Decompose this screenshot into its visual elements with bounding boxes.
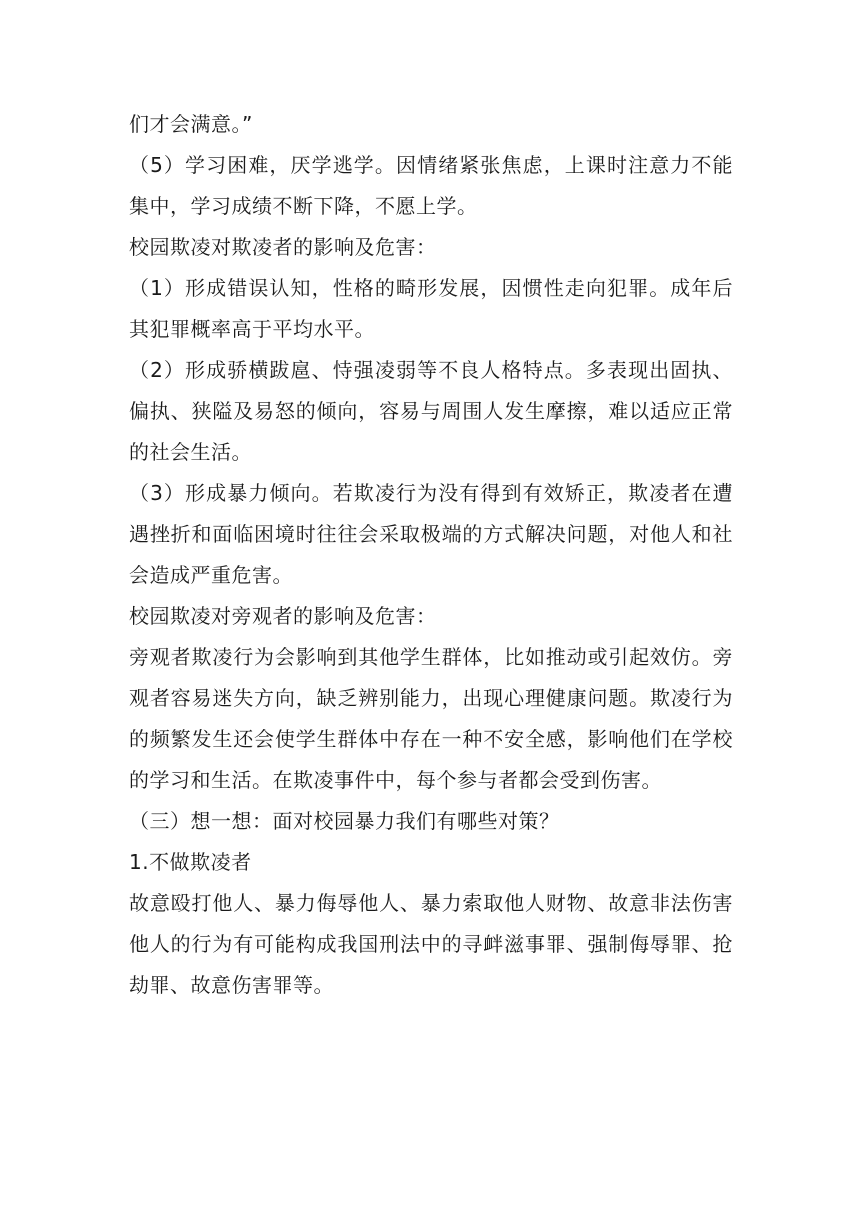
paragraph-bystander-impact: 旁观者欺凌行为会影响到其他学生群体，比如推动或引起效仿。旁观者容易迷失方向，缺乏辨别能力，出现心理健康问题。欺凌行为的频繁发生还会使学生群体中存在一种不安全感，影响他们在学校的学习和生活。在欺凌事件中，每个参与者都会受到伤害。	[129, 645, 733, 792]
paragraph-item-5-learning-difficulty: （5）学习困难，厌学逃学。因情绪紧张焦虑，上课时注意力不能集中，学习成绩不断下降，不愿上学。	[129, 153, 733, 218]
section-heading-bully-effects: 校园欺凌对欺凌者的影响及危害：	[129, 235, 437, 259]
paragraph-item-2-personality-traits: （2）形成骄横跋扈、恃强凌弱等不良人格特点。多表现出固执、偏执、狭隘及易怒的倾向，容易与周围人发生摩擦，难以适应正常的社会生活。	[129, 358, 733, 464]
paragraph-legal-consequences: 故意殴打他人、暴力侮辱他人、暴力索取他人财物、故意非法伤害他人的行为有可能构成我国刑法中的寻衅滋事罪、强制侮辱罪、抢劫罪、故意伤害罪等。	[129, 891, 733, 997]
section-heading-countermeasures: （三）想一想：面对校园暴力我们有哪些对策？	[129, 809, 560, 833]
paragraph-continuation: 们才会满意。”	[129, 112, 253, 136]
paragraph-item-3-violence-tendency: （3）形成暴力倾向。若欺凌行为没有得到有效矫正，欺凌者在遭遇挫折和面临困境时往往会采取极端的方式解决问题，对他人和社会造成严重危害。	[129, 481, 733, 587]
document-body	[129, 104, 733, 1006]
paragraph-item-1-wrong-cognition: （1）形成错误认知，性格的畸形发展，因惯性走向犯罪。成年后其犯罪概率高于平均水平。	[129, 276, 733, 341]
section-heading-bystander-effects: 校园欺凌对旁观者的影响及危害：	[129, 604, 437, 628]
subheading-not-be-bully: 1.不做欺凌者	[129, 850, 252, 874]
